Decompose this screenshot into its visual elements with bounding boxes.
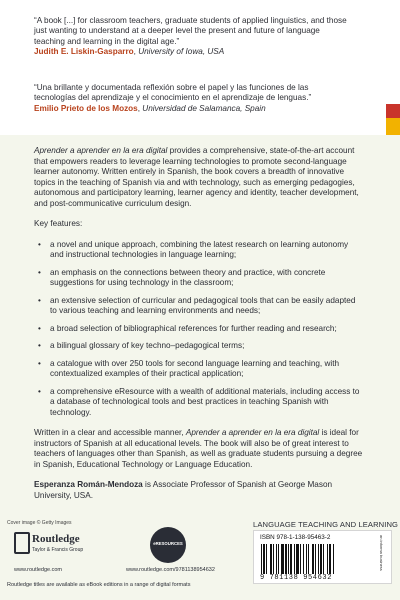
description-body: [34, 146, 364, 511]
author-name: Esperanza Román-Mendoza: [34, 480, 143, 489]
ebook-note: Routledge titles are available as eBook editions in a range of digital formats: [7, 582, 191, 588]
closing-text-after: is ideal for instructors of Spanish at all educational levels. The book will also be of great interest to teachers of languages other than Spanish, as well as graduate students pursuing a degree in Spanish, Educational Technology or Language Education.: [34, 428, 363, 469]
feature-item: • a bilingual glossary of key techno–pedagogical terms;: [34, 341, 364, 352]
endorsement-quote: “Una brillante y documentada reflexión sobre el papel y las funciones de las tecnologías del aprendizaje y el conocimiento en el aprendizaje de lenguas.”: [34, 83, 312, 103]
endorsement-attribution: Emilio Prieto de los Mozos, Universidad de Salamanca, Spain: [34, 103, 266, 113]
feature-item: • a novel and unique approach, combining the latest research on learning autonomy and instructional technologies in language learning;: [34, 240, 364, 261]
routledge-logo-icon: [14, 532, 30, 554]
book-title-italic: Aprender a aprender en la era digital: [34, 146, 168, 155]
endorsement-1: [34, 16, 350, 58]
barcode-digits: 9 781138 954632: [260, 574, 333, 582]
endorser-name: Judith E. Liskin-Gasparro: [34, 47, 134, 57]
intro-paragraph: [34, 146, 364, 209]
feature-item: • a catalogue with over 250 tools for second language learning and teaching, with contextualized examples of their practical application;: [34, 359, 364, 380]
publisher-logo: [14, 532, 104, 562]
accent-bar-red: [386, 104, 400, 118]
feature-item: • an emphasis on the connections between theory and practice, with concrete suggestions for using technology in the classroom;: [34, 268, 364, 289]
features-list: [34, 240, 364, 419]
feature-item: • a comprehensive eResource with a wealth of additional materials, including access to a database of technological tools and best practices in teaching Spanish with technology.: [34, 387, 364, 419]
barcode-panel: [253, 530, 392, 584]
eresources-label: eRESOURCES: [153, 541, 183, 546]
isbn-label: ISBN 978-1-138-95463-2: [260, 534, 331, 541]
endorser-affiliation: Universidad de Salamanca, Spain: [142, 103, 266, 113]
barcode-graphic: [260, 544, 368, 574]
cover-image-credit: Cover image © Getty Images: [7, 520, 72, 526]
series-title: LANGUAGE TEACHING AND LEARNING: [253, 520, 399, 529]
feature-item: • an extensive selection of curricular and pedagogical tools that can be easily adapted to various teaching and learning environments and needs;: [34, 296, 364, 317]
eresources-badge: [150, 527, 186, 563]
endorsement-quote: “A book [...] for classroom teachers, graduate students of applied linguistics, and those just wanting to understand at a deeper level the present and future of language teaching and learning in the digital age.”: [34, 16, 347, 46]
endorser-name: Emilio Prieto de los Mozos: [34, 103, 138, 113]
endorsements-panel: [0, 0, 400, 135]
author-bio: [34, 480, 364, 501]
publisher-name: Routledge: [32, 533, 80, 545]
closing-text-before: Written in a clear and accessible manner,: [34, 428, 186, 437]
features-heading: Key features:: [34, 219, 83, 228]
endorser-affiliation: University of Iowa, USA: [138, 47, 225, 57]
publisher-group: Taylor & Francis Group: [32, 547, 84, 553]
eresources-url: www.routledge.com/9781138954632: [126, 567, 215, 573]
barcode-side-text: an informa business: [379, 535, 384, 571]
publisher-url: www.routledge.com: [14, 567, 62, 573]
closing-paragraph: [34, 428, 364, 470]
accent-bar-yellow: [386, 118, 400, 135]
feature-item: • a broad selection of bibliographical references for further reading and research;: [34, 324, 364, 335]
intro-text: provides a comprehensive, state-of-the-art account that empowers readers to leverage learning technologies to promote second-language learner autonomy. Written entirely in Spanish, the book covers a breadth of innovative topics in the teaching of Spanish via and with technology, such as emerging pedagogies, autonomous and participatory learning, learner agency and identity, teacher development, and post-communicative curriculum design.: [34, 146, 359, 208]
book-title-italic: Aprender a aprender en la era digital: [185, 428, 320, 437]
author-bio-text: is Associate Professor of Spanish at George Mason University, USA.: [34, 480, 333, 500]
endorsement-2: [34, 83, 350, 114]
endorsement-attribution: Judith E. Liskin-Gasparro, University of Iowa, USA: [34, 47, 225, 57]
